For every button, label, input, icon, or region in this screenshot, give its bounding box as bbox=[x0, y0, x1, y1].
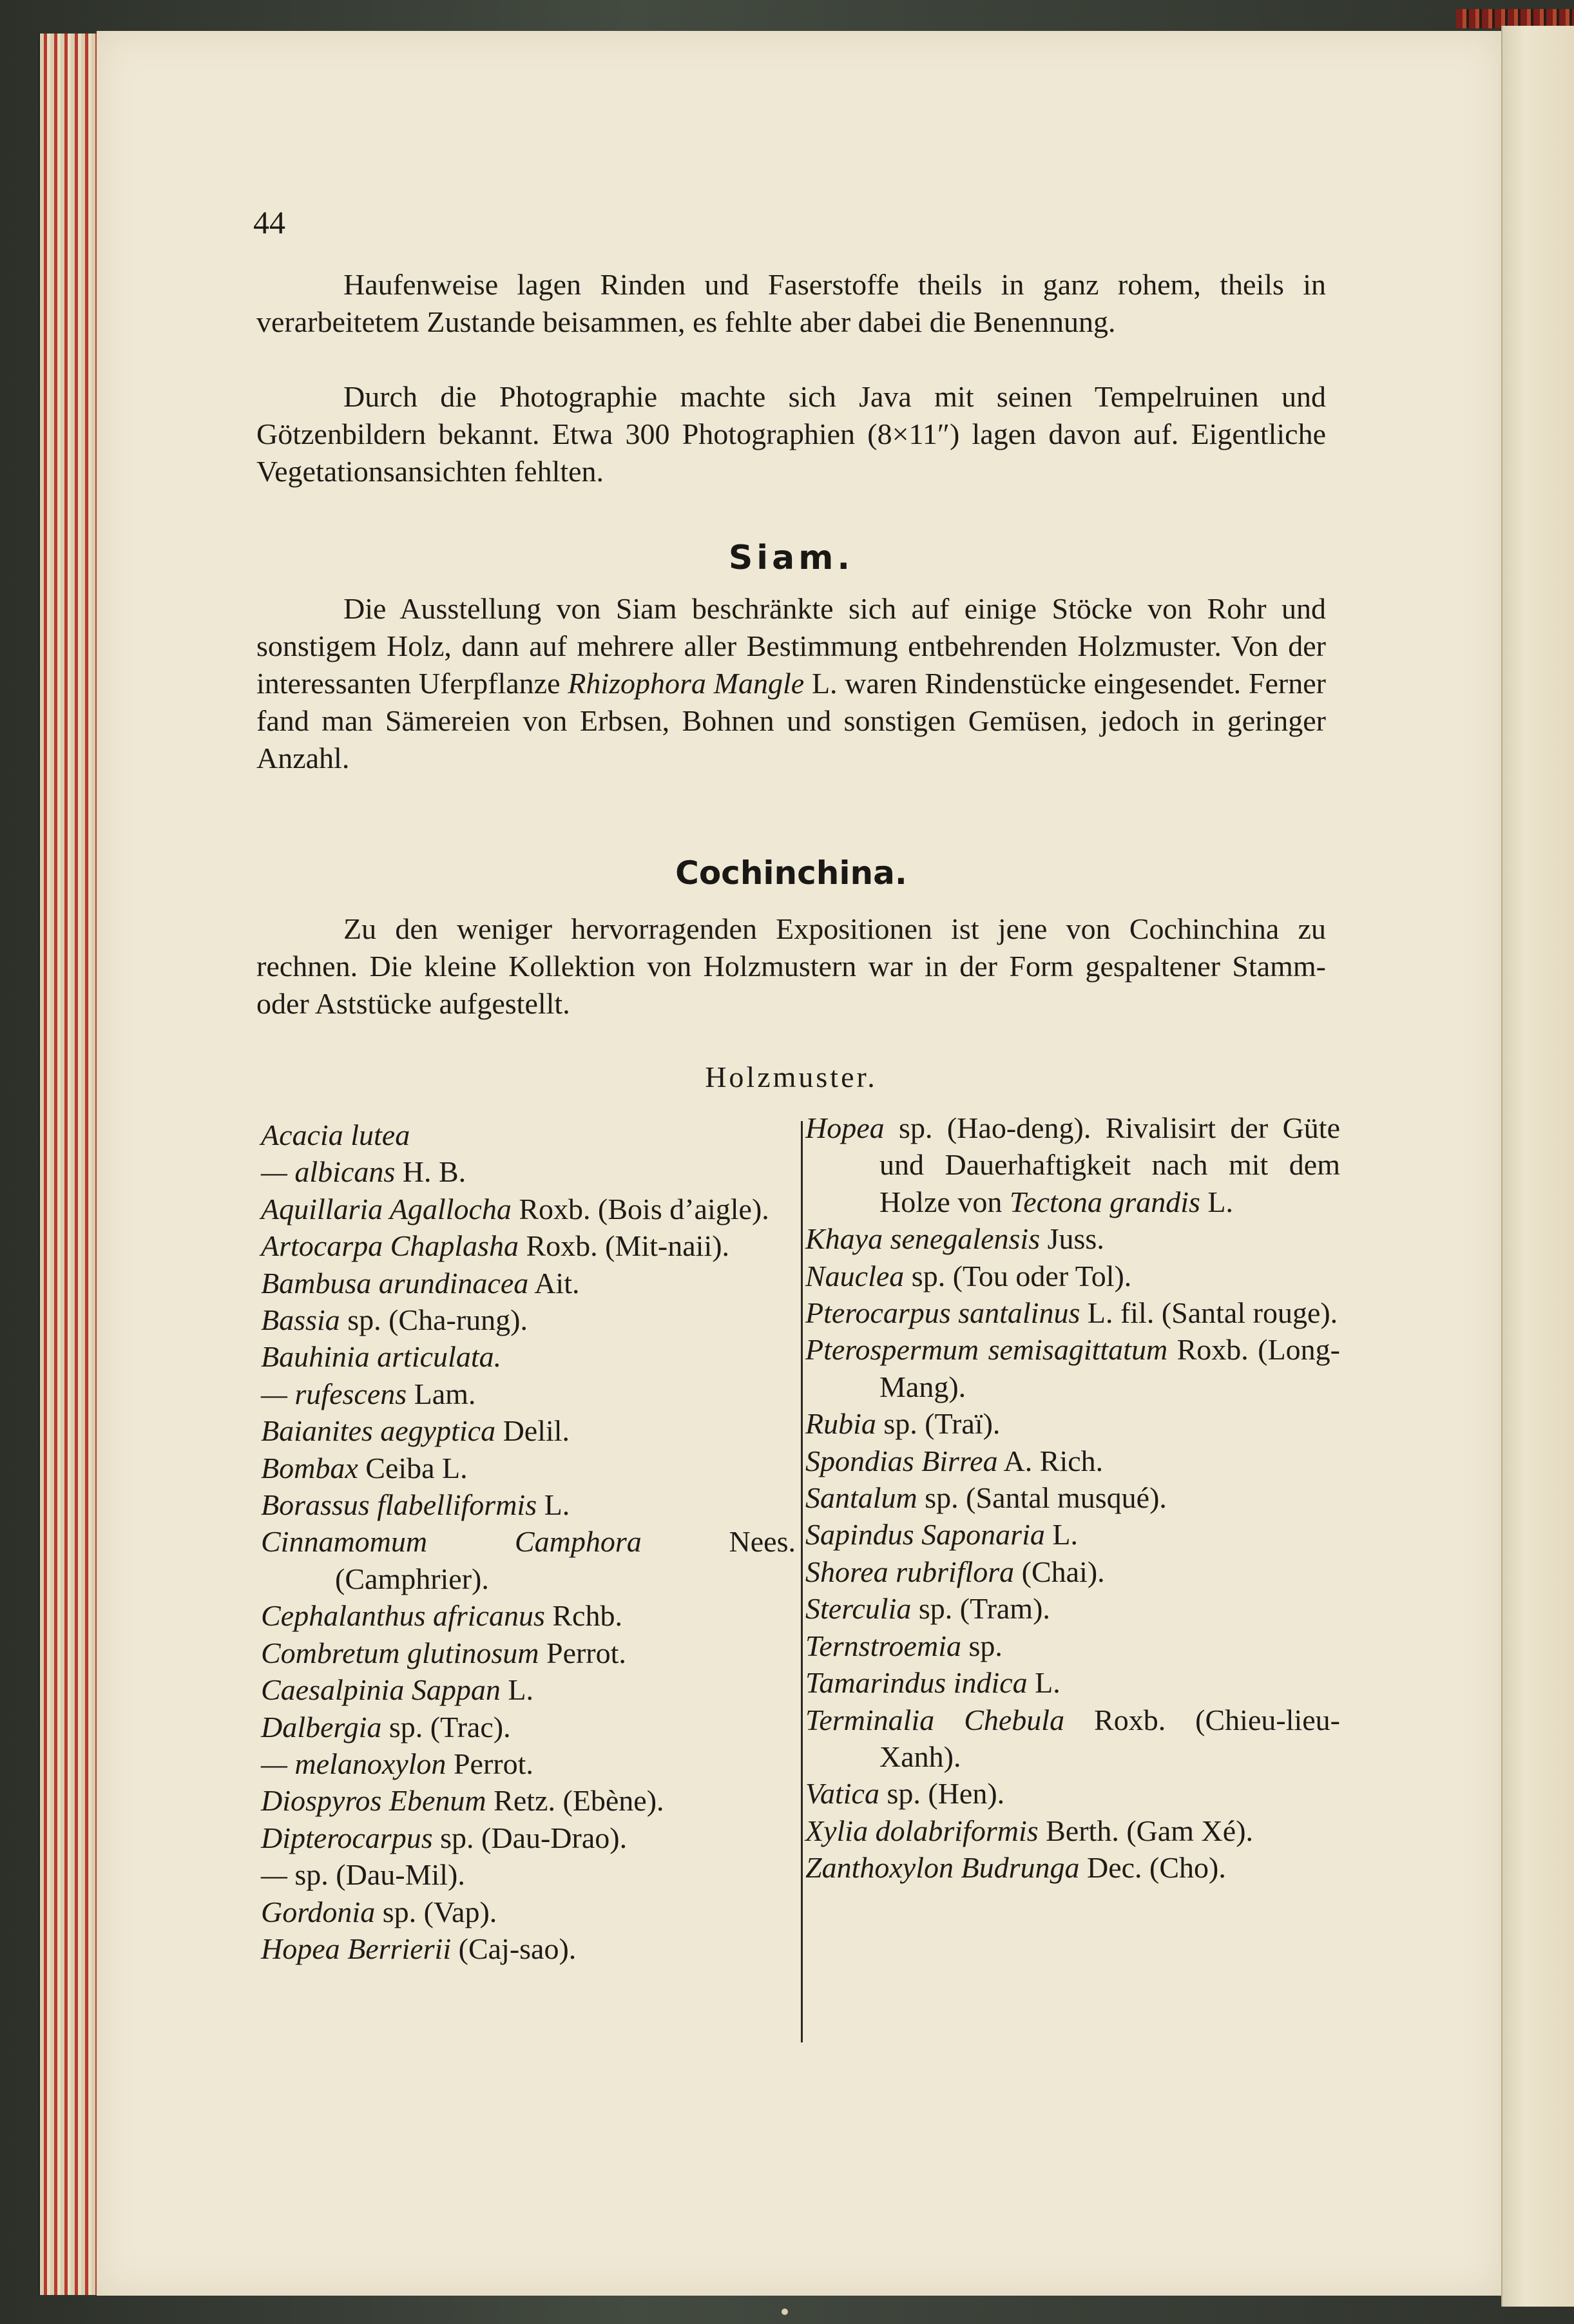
species-details: sp. (Hao-deng). Rivalisirt der Güte und Dauerhaftigkeit nach mit dem Holze von bbox=[879, 1111, 1340, 1218]
species-name: Pterospermum semisagittatum bbox=[805, 1333, 1168, 1367]
species-entry bbox=[805, 1109, 1340, 1220]
species-name: Sapindus Saponaria bbox=[805, 1518, 1045, 1551]
species-details: Delil. bbox=[495, 1414, 570, 1448]
species-details: Juss. bbox=[1040, 1222, 1104, 1256]
species-details: Retz. (Ebène). bbox=[486, 1784, 664, 1818]
species-name: Hopea Berrierii bbox=[261, 1932, 452, 1965]
species-entry bbox=[805, 1258, 1340, 1294]
species-entry bbox=[261, 1523, 796, 1597]
species-name: Gordonia bbox=[261, 1895, 376, 1928]
species-details: sp. (Santal musqué). bbox=[917, 1481, 1167, 1515]
species-name: Diospyros Ebenum bbox=[261, 1784, 486, 1818]
intro-paragraph-1: Haufenweise lagen Rinden und Faserstoffe theils in ganz rohem, theils in verarbeitetem Zustande beisammen, es fehlte aber dabei die Benennung. bbox=[256, 268, 1326, 338]
species-entry bbox=[261, 1117, 796, 1153]
species-entry bbox=[261, 1635, 796, 1671]
species-entry bbox=[261, 1301, 796, 1338]
siam-text-2: L. waren Rindenstücke eingesendet. Ferner fand man Sämereien von Erbsen, Bohnen und sonstigen Gemüsen, jedoch in geringer Anzahl. bbox=[256, 667, 1326, 774]
species-details: Roxb. (Long-Mang). bbox=[879, 1333, 1340, 1403]
species-entry bbox=[261, 1782, 796, 1819]
species-entry bbox=[805, 1849, 1340, 1886]
species-name: Santalum bbox=[805, 1481, 917, 1515]
species-name: Sterculia bbox=[805, 1592, 912, 1626]
species-name: — bbox=[261, 1858, 287, 1892]
species-entry bbox=[261, 1894, 796, 1930]
species-entry bbox=[805, 1294, 1340, 1331]
species-details: sp. (Tram). bbox=[911, 1592, 1050, 1626]
species-name: Shorea rubriflora bbox=[805, 1555, 1015, 1588]
species-details: sp. (Dau-Drao). bbox=[432, 1821, 628, 1854]
species-details: Ceiba L. bbox=[358, 1451, 468, 1484]
species-entry bbox=[261, 1671, 796, 1708]
species-name: Vatica bbox=[805, 1777, 879, 1810]
species-entry bbox=[261, 1450, 796, 1486]
species-details: Ait. bbox=[528, 1266, 580, 1300]
species-details: Nees. (Camphrier). bbox=[335, 1525, 796, 1595]
species-name: Bassia bbox=[261, 1303, 340, 1337]
species-details: sp. (Cha-rung). bbox=[340, 1303, 528, 1337]
species-entry bbox=[261, 1376, 796, 1412]
species-name: — melanoxylon bbox=[261, 1747, 446, 1780]
species-details: Perrot. bbox=[446, 1747, 533, 1780]
species-details: Rchb. bbox=[544, 1599, 622, 1633]
species-entry bbox=[805, 1220, 1340, 1257]
species-details: Roxb. (Bois d’aigle). bbox=[511, 1192, 769, 1225]
species-entry bbox=[805, 1443, 1340, 1479]
species-name: Bombax bbox=[261, 1451, 358, 1484]
species-name: Dalbergia bbox=[261, 1710, 382, 1743]
species-name: Tamarindus indica bbox=[805, 1666, 1028, 1700]
species-name: Bauhinia articulata. bbox=[261, 1340, 502, 1374]
species-details: Perrot. bbox=[539, 1636, 626, 1669]
species-entry bbox=[261, 1820, 796, 1856]
species-entry bbox=[261, 1153, 796, 1190]
species-entry bbox=[261, 1191, 796, 1227]
section-heading-siam: Siam. bbox=[728, 539, 854, 577]
species-details: sp. (Trac). bbox=[381, 1710, 511, 1743]
species-details: sp. bbox=[961, 1629, 1003, 1662]
species-name: Bambusa arundinacea bbox=[261, 1266, 529, 1300]
species-name: Xylia dolabriformis bbox=[805, 1814, 1039, 1847]
species-entry bbox=[261, 1930, 796, 1967]
species-entry bbox=[805, 1628, 1340, 1664]
species-details: (Chai). bbox=[1014, 1555, 1105, 1588]
species-details: A. Rich. bbox=[997, 1444, 1104, 1477]
species-list-left bbox=[261, 1117, 796, 1967]
page-edges bbox=[39, 34, 98, 2295]
species-details: sp. (Tou oder Tol). bbox=[904, 1259, 1132, 1292]
species-entry bbox=[261, 1709, 796, 1745]
species-details: L. fil. (Santal rouge). bbox=[1080, 1296, 1338, 1330]
section-heading-cochinchina: Cochinchina. bbox=[675, 854, 907, 892]
species-entry bbox=[261, 1265, 796, 1301]
species-details-secondary: L. bbox=[1200, 1185, 1234, 1218]
siam-species: Rhizophora Mangle bbox=[568, 667, 805, 700]
species-name: Combretum glutinosum bbox=[261, 1636, 539, 1669]
species-name: — albicans bbox=[261, 1155, 396, 1189]
species-entry bbox=[261, 1856, 796, 1893]
species-entry bbox=[805, 1516, 1340, 1553]
species-details: Berth. (Gam Xé). bbox=[1038, 1814, 1254, 1847]
species-name: Baianites aegyptica bbox=[261, 1414, 496, 1448]
species-entry bbox=[805, 1775, 1340, 1812]
species-details: (Caj-sao). bbox=[451, 1932, 577, 1965]
species-entry bbox=[261, 1338, 796, 1375]
species-list-right bbox=[805, 1109, 1340, 1887]
species-name: Ternstroemia bbox=[805, 1629, 961, 1662]
species-details: H. B. bbox=[395, 1155, 466, 1189]
species-name: Khaya senegalensis bbox=[805, 1222, 1041, 1256]
species-name: Terminalia Chebula bbox=[805, 1703, 1065, 1736]
species-details: sp. (Vap). bbox=[375, 1895, 497, 1928]
intro-paragraph-2: Durch die Photographie machte sich Java mit seinen Tempelruinen und Götzenbildern bekannt. Etwa 300 Photographien (8×11″) lagen davon auf. Eigentliche Vegetationsansichten fehlten. bbox=[256, 380, 1326, 488]
holzmuster-title: Holzmuster. bbox=[705, 1061, 878, 1093]
species-name: Cephalanthus africanus bbox=[261, 1599, 545, 1633]
species-name: — rufescens bbox=[261, 1377, 407, 1410]
species-name: Pterocarpus santalinus bbox=[805, 1296, 1080, 1330]
species-details: L. bbox=[500, 1673, 533, 1707]
species-details: Lam. bbox=[407, 1377, 476, 1410]
species-details: sp. (Hen). bbox=[879, 1777, 1005, 1810]
species-entry bbox=[805, 1331, 1340, 1405]
species-entry bbox=[805, 1553, 1340, 1590]
species-name: Acacia lutea bbox=[261, 1119, 410, 1151]
siam-text-1: Die Ausstellung von Siam beschränkte sich auf einige Stöcke von Rohr und sonstigem Holz, dann auf mehrere aller Bestimmung entbehrenden Holzmuster. Von der interessanten Uferpflanze bbox=[256, 592, 1326, 700]
species-entry bbox=[261, 1745, 796, 1782]
species-details: L. bbox=[1027, 1666, 1061, 1700]
species-name: Artocarpa Chaplasha bbox=[261, 1229, 519, 1263]
page-number: 44 bbox=[253, 204, 285, 240]
species-entry bbox=[805, 1664, 1340, 1701]
species-details: sp. (Dau-Mil). bbox=[287, 1858, 465, 1892]
species-name: Spondias Birrea bbox=[805, 1444, 998, 1477]
siam-paragraph bbox=[256, 590, 1326, 777]
species-entry bbox=[261, 1597, 796, 1634]
species-entry bbox=[805, 1405, 1340, 1442]
species-details: L. bbox=[537, 1488, 570, 1522]
species-entry bbox=[805, 1479, 1340, 1516]
page-mark bbox=[782, 2309, 788, 2315]
cochinchina-paragraph: Zu den weniger hervorragenden Expositionen ist jene von Cochinchina zu rechnen. Die kleine Kollektion von Holzmustern war in der Form gespaltener Stamm- oder Aststücke aufgestellt. bbox=[256, 912, 1326, 1020]
species-name: Hopea bbox=[805, 1111, 885, 1144]
species-entry bbox=[805, 1590, 1340, 1627]
species-name: Caesalpinia Sappan bbox=[261, 1673, 501, 1707]
next-page-edge bbox=[1501, 26, 1574, 2307]
species-name: Cinnamomum Camphora bbox=[261, 1525, 642, 1559]
species-details: sp. (Traï). bbox=[876, 1407, 1001, 1441]
column-divider bbox=[801, 1121, 803, 2042]
species-entry bbox=[261, 1412, 796, 1449]
species-details: Dec. (Cho). bbox=[1079, 1851, 1226, 1885]
species-entry bbox=[261, 1227, 796, 1264]
species-name: Nauclea bbox=[805, 1259, 905, 1292]
species-entry bbox=[805, 1702, 1340, 1776]
species-entry bbox=[805, 1812, 1340, 1849]
species-name: Borassus flabelliformis bbox=[261, 1488, 537, 1522]
species-name: Rubia bbox=[805, 1407, 876, 1441]
species-name: Aquillaria Agallocha bbox=[261, 1192, 512, 1225]
species-details: L. bbox=[1044, 1518, 1078, 1551]
species-name: Zanthoxylon Budrunga bbox=[805, 1851, 1080, 1885]
species-entry bbox=[261, 1486, 796, 1523]
species-name-secondary: Tectona grandis bbox=[1009, 1185, 1200, 1218]
species-name: Dipterocarpus bbox=[261, 1821, 433, 1854]
species-details: Roxb. (Chieu-lieu-Xanh). bbox=[879, 1703, 1340, 1773]
species-details: Roxb. (Mit-naii). bbox=[518, 1229, 730, 1263]
